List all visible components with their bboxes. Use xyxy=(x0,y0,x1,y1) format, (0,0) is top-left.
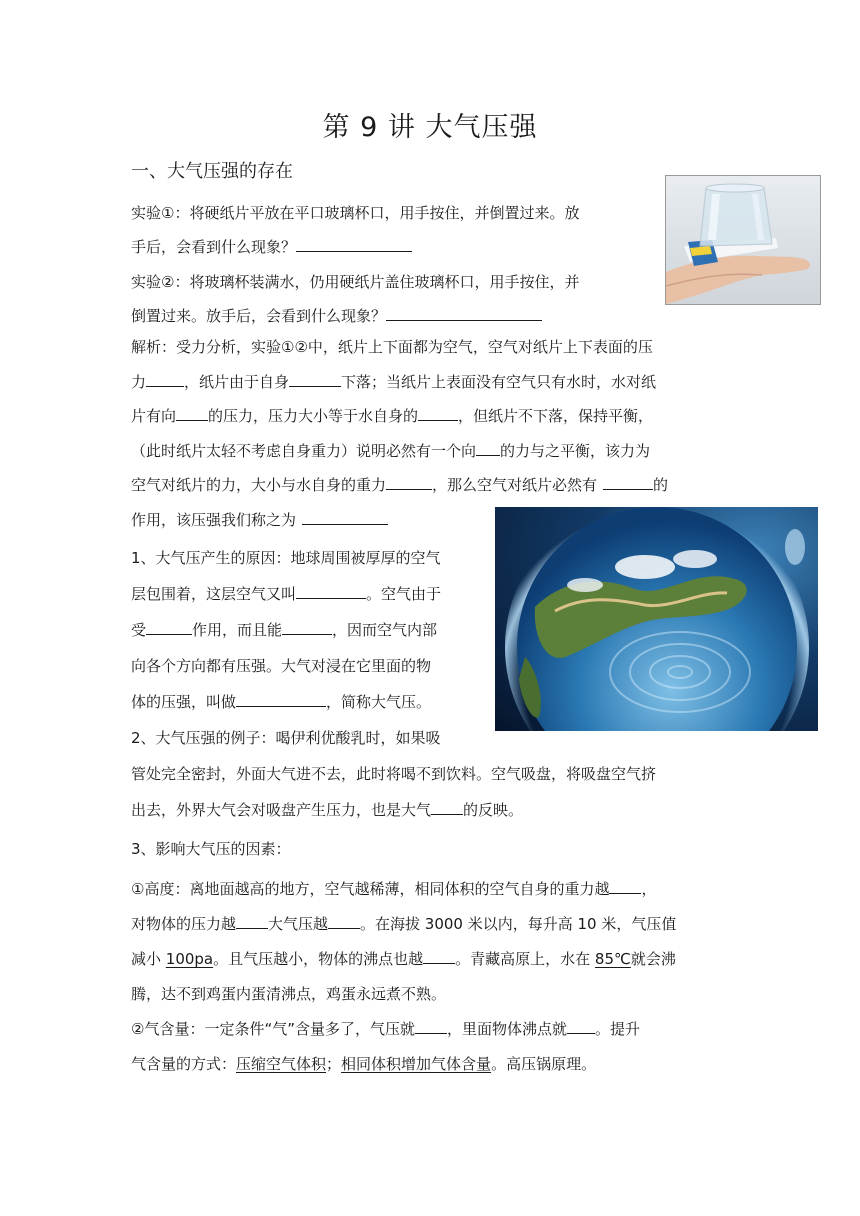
analysis-line-2: 力 ，纸片由于自身 下落；当纸片上表面没有空气只有水时，水对纸 xyxy=(131,365,731,400)
factor-altitude-line-3: 减小 100pa。且气压越小，物体的沸点也越 。青藏高原上，水在 85℃就会沸 xyxy=(131,942,731,977)
point-1-line-5: 体的压强，叫做 ，简称大气压。 xyxy=(131,684,491,720)
cup-experiment-photo xyxy=(665,175,821,305)
analysis-line-5: 空气对纸片的力，大小与水自身的重力 ，那么空气对纸片必然有 的 xyxy=(131,468,731,503)
factor-gas-line-2: 气含量的方式：压缩空气体积；相同体积增加气体含量。高压锅原理。 xyxy=(131,1055,597,1073)
factor-altitude-line-2: 对物体的压力越 大气压越 。在海拔 3000 米以内，每升高 10 米，气压值 xyxy=(131,907,731,942)
analysis-line-4: （此时纸片太轻不考虑自身重力）说明必然有一个向 的力与之平衡，该力为 xyxy=(131,434,731,469)
factor-gas-line-1: ②气含量：一定条件“气”含量多了，气压就 ，里面物体沸点就 。提升 xyxy=(131,1012,731,1047)
point-1-line-4: 向各个方向都有压强。大气对浸在它里面的物 xyxy=(131,657,432,675)
analysis-line-6: 作用，该压强我们称之为 xyxy=(131,503,731,538)
experiment-1-text: 实验①：将硬纸片平放在平口玻璃杯口，用手按住，并倒置过来。放 xyxy=(131,204,580,222)
point-3-heading: 3、影响大气压的因素： xyxy=(131,840,291,858)
point-2-line-1: 2、大气压强的例子：喝伊利优酸乳时，如果吸 xyxy=(131,729,441,747)
factor-altitude-line-1: ①高度：离地面越高的地方，空气越稀薄，相同体积的空气自身的重力越 ， xyxy=(131,872,731,907)
experiment-2-question: 倒置过来。放手后，会看到什么现象？ xyxy=(131,299,651,333)
point-1-line-3: 受 作用，而且能 ，因而空气内部 xyxy=(131,612,491,648)
page-title: 第 9 讲 大气压强 xyxy=(322,112,538,143)
experiment-2-text: 实验②：将玻璃杯装满水，仍用硬纸片盖住玻璃杯口，用手按住，并 xyxy=(131,273,580,291)
analysis-line-3: 片有向 的压力，压力大小等于水自身的 ，但纸片不下落，保持平衡， xyxy=(131,399,731,434)
analysis-line-1: 解析：受力分析，实验①②中，纸片上下面都为空气，空气对纸片上下表面的压 xyxy=(131,338,653,356)
point-2-line-2: 管处完全密封，外面大气进不去，此时将喝不到饮料。空气吸盘，将吸盘空气挤 xyxy=(131,765,657,783)
section-heading: 一、大气压强的存在 xyxy=(131,161,293,182)
point-1-line-1: 1、大气压产生的原因：地球周围被厚厚的空气 xyxy=(131,549,441,567)
factor-altitude-line-4: 腾，达不到鸡蛋内蛋清沸点，鸡蛋永远煮不熟。 xyxy=(131,985,447,1003)
point-2-line-3: 出去，外界大气会对吸盘产生压力，也是大气 的反映。 xyxy=(131,792,731,828)
point-1-line-2: 层包围着，这层空气又叫 。空气由于 xyxy=(131,576,491,612)
earth-atmosphere-photo xyxy=(495,507,818,731)
experiment-1-question: 手后，会看到什么现象？ xyxy=(131,230,651,264)
